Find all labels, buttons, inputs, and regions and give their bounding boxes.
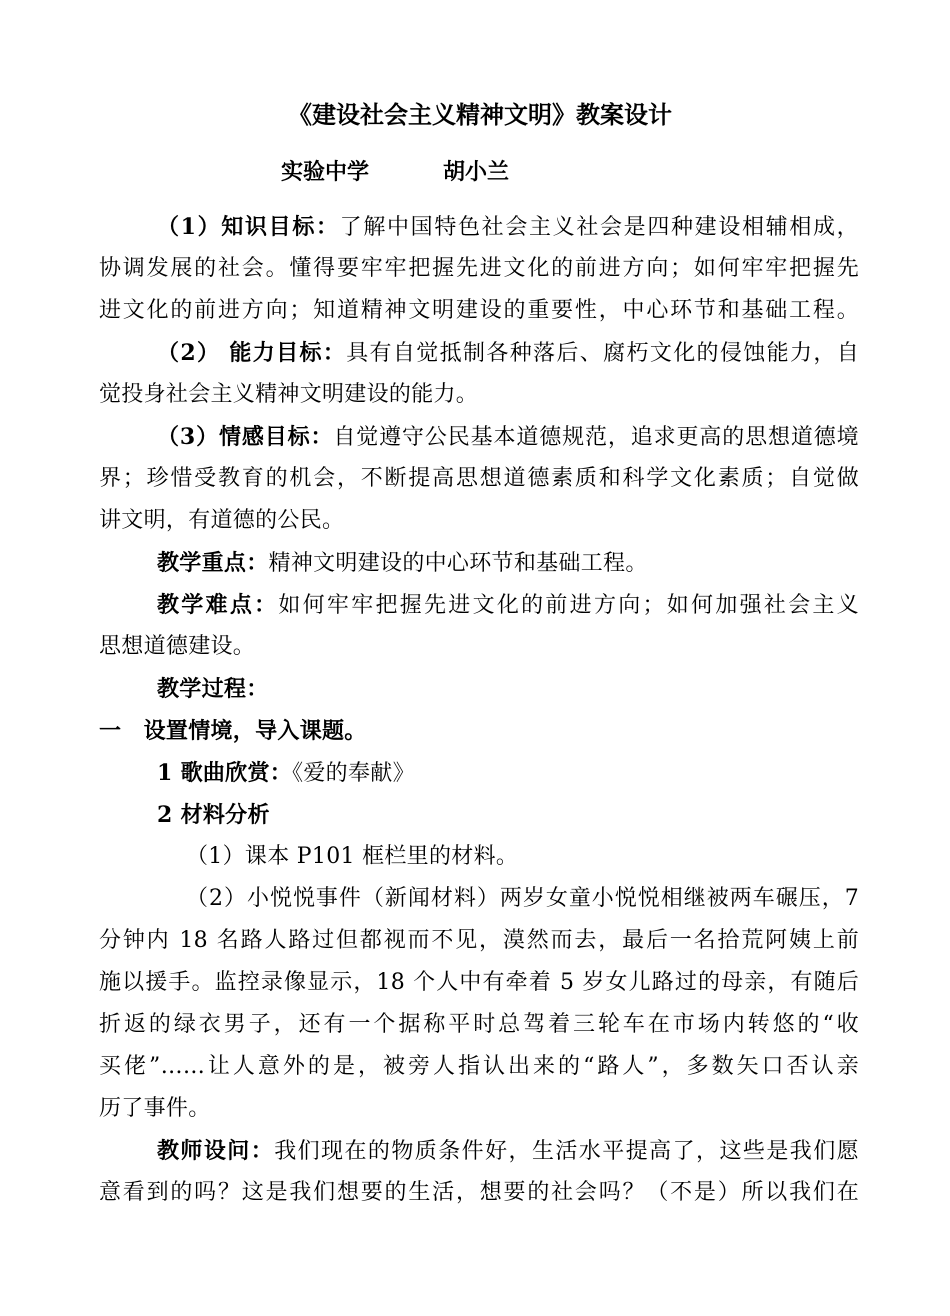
sub-item-1: （1）课本 P101 框栏里的材料。 [186,844,519,869]
teacher-question-line-1 [157,1130,859,1172]
key-point-label: 教学重点： [157,550,269,576]
difficult-point-text-1: 如何牢牢把握先进文化的前进方向；如何加强社会主义 [278,593,859,618]
sub-item-2-line-5: 买佬”……让人意外的是，被旁人指认出来的“路人”，多数矢口否认亲 [99,1054,859,1079]
sub-item-2-line-3: 施以援手。监控录像显示，18 个人中有牵着 5 岁女儿路过的母亲，有随后 [99,970,859,995]
sub-item-2-line-1: （2）小悦悦事件（新闻材料）两岁女童小悦悦相继被两车碾压，7 [186,886,859,911]
item-1-label: 1 歌曲欣赏： [157,760,293,786]
difficult-point-line-2: 思想道德建设。 [99,634,256,659]
key-point-line [157,542,859,584]
key-point-text: 精神文明建设的中心环节和基础工程。 [268,551,648,576]
process-label: 教学过程： [157,676,269,702]
knowledge-goal-text-1: 了解中国特色社会主义社会是四种建设相辅相成， [339,215,859,240]
difficult-point-label: 教学难点： [157,592,279,618]
emotion-goal-text-1: 自觉遵守公民基本道德规范，追求更高的思想道德境 [333,425,859,450]
document-title: 《建设社会主义精神文明》教案设计 [288,100,672,129]
ability-goal-text-1: 具有自觉抵制各种落后、腐朽文化的侵蚀能力，自 [346,341,859,366]
knowledge-goal-line-2: 协调发展的社会。懂得要牢牢把握先进文化的前进方向；如何牢牢把握先 [99,256,859,281]
teacher-question-text-1: 我们现在的物质条件好，生活水平提高了，这些是我们愿 [274,1139,859,1164]
teacher-question-label: 教师设问： [157,1138,275,1164]
author-name: 胡小兰 [443,159,510,185]
knowledge-goal-label: （1）知识目标： [157,214,340,240]
ability-goal-line-1 [157,332,859,374]
section-1-heading: 一 设置情境，导入课题。 [99,718,367,744]
ability-goal-label: （2） 能力目标： [157,340,347,366]
item-1-text: 《爱的奉献》 [292,761,415,786]
emotion-goal-label: （3）情感目标： [157,424,334,450]
sub-item-2-line-2: 分钟内 18 名路人路过但都视而不见，漠然而去，最后一名拾荒阿姨上前 [99,928,859,953]
emotion-goal-line-1 [157,416,859,458]
difficult-point-line-1 [157,584,859,626]
author-line [281,151,509,193]
teacher-question-line-2: 意看到的吗？这是我们想要的生活，想要的社会吗？（不是）所以我们在 [99,1180,859,1205]
item-1-line [157,752,859,794]
knowledge-goal-line-1 [157,206,859,248]
item-2-label: 2 材料分析 [157,802,270,828]
sub-item-2-line-6: 历了事件。 [99,1096,211,1121]
ability-goal-line-2: 觉投身社会主义精神文明建设的能力。 [99,382,479,407]
school-name: 实验中学 [281,159,370,185]
knowledge-goal-line-3: 进文化的前进方向；知道精神文明建设的重要性，中心环节和基础工程。 [99,298,859,323]
emotion-goal-line-3: 讲文明，有道德的公民。 [99,508,345,533]
emotion-goal-line-2: 界；珍惜受教育的机会，不断提高思想道德素质和科学文化素质；自觉做 [99,466,859,491]
sub-item-2-line-4: 折返的绿衣男子，还有一个据称平时总驾着三轮车在市场内转悠的“收 [99,1012,859,1037]
